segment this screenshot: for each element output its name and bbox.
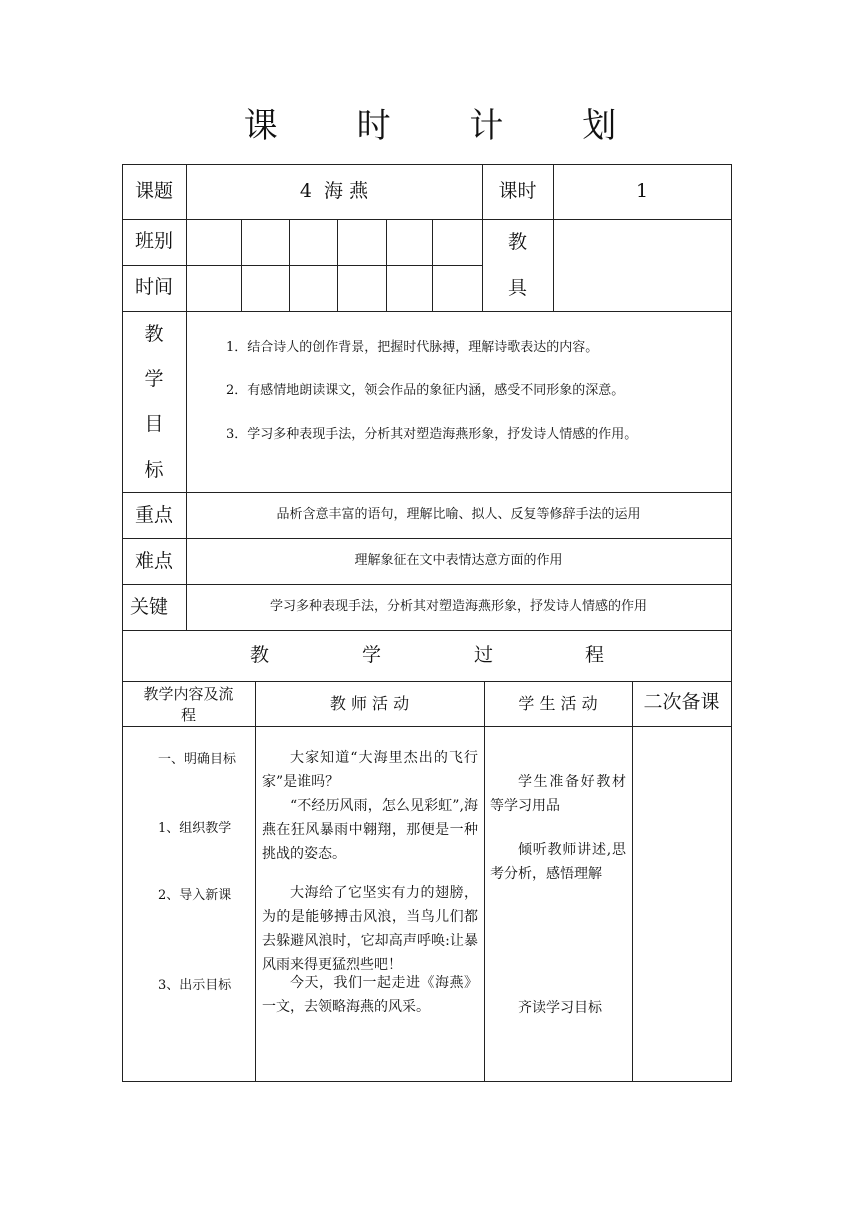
row-divider <box>122 726 732 727</box>
process-heading-char: 程 <box>585 644 605 666</box>
col-divider <box>386 219 387 311</box>
difficulty-label: 难点 <box>134 550 173 572</box>
objective-item: 1．结合诗人的创作背景，把握时代脉搏，理解诗歌表达的内容。 <box>226 340 599 355</box>
subject-value: 4 海 燕 <box>299 180 369 202</box>
objective-item: 2．有感情地朗读课文，领会作品的象征内涵，感受不同形象的深意。 <box>226 383 625 398</box>
crux-label: 关键 <box>130 596 169 618</box>
student-activity-paragraph: 倾听教师讲述,思考分析，感悟理解 <box>490 842 626 882</box>
table-border-right <box>731 164 732 1082</box>
table-border-bottom <box>122 1081 732 1082</box>
teaching-aids-label-1: 教 <box>507 231 527 253</box>
teacher-activity-paragraph: 大海给了它坚实有力的翅膀，为的是能够搏击风浪，当鸟儿们都去躲避风浪时，它却高声呼唤:让暴风雨来得更猛烈些吧！ <box>262 885 478 973</box>
row-divider <box>122 311 732 312</box>
process-heading-char: 过 <box>474 644 494 666</box>
objectives-label-char: 教 <box>144 323 164 345</box>
difficulty-text: 理解象征在文中表情达意方面的作用 <box>354 553 563 568</box>
row-divider <box>122 492 732 493</box>
table-border-top <box>122 164 732 165</box>
col-header-second-prep: 二次备课 <box>643 691 720 713</box>
step-item: 1、组织教学 <box>158 821 232 836</box>
objectives-label-char: 标 <box>144 459 164 481</box>
col-header-content-flow: 教学内容及流 <box>143 685 234 703</box>
key-point-label: 重点 <box>134 504 173 526</box>
col-header-teacher: 教 师 活 动 <box>329 694 410 713</box>
col-divider <box>289 219 290 311</box>
step-item: 2、导入新课 <box>158 888 232 903</box>
objectives-label-char: 学 <box>144 368 164 390</box>
row-divider <box>122 681 732 682</box>
objectives-label-char: 目 <box>144 413 164 435</box>
col-divider <box>241 219 242 311</box>
class-label: 班别 <box>134 230 173 252</box>
teacher-activity-paragraph: 今天，我们一起走进《海燕》一文，去领略海燕的风采。 <box>262 975 478 1015</box>
row-divider <box>122 584 732 585</box>
col-header-student: 学 生 活 动 <box>518 694 598 713</box>
step-item: 3、出示目标 <box>158 978 232 993</box>
row-divider <box>122 538 732 539</box>
row-divider <box>122 219 732 220</box>
teacher-activity-paragraph: 大家知道“大海里杰出的飞行家”是谁吗？ <box>262 750 478 790</box>
page-title: 课 时 计 划 <box>243 106 651 146</box>
objective-item: 3．学习多种表现手法，分析其对塑造海燕形象，抒发诗人情感的作用。 <box>226 427 638 442</box>
process-heading-char: 教 <box>250 644 270 666</box>
crux-text: 学习多种表现手法，分析其对塑造海燕形象，抒发诗人情感的作用 <box>269 599 647 614</box>
subject-label: 课题 <box>134 180 173 202</box>
col-divider <box>337 219 338 311</box>
teacher-activity-paragraph: “不经历风雨，怎么见彩虹”,海燕在狂风暴雨中翱翔，那便是一种挑战的姿态。 <box>262 798 478 862</box>
col-divider <box>484 681 485 1081</box>
period-value: 1 <box>635 180 649 202</box>
col-divider <box>255 681 256 1081</box>
process-heading-char: 学 <box>362 644 382 666</box>
row-divider <box>122 630 732 631</box>
row-divider <box>122 265 482 266</box>
table-border-left <box>122 164 123 1082</box>
teaching-aids-label-2: 具 <box>507 277 527 299</box>
col-header-content-flow-2: 程 <box>180 706 196 724</box>
col-divider <box>632 681 633 1081</box>
step-item: 一、明确目标 <box>158 752 237 767</box>
student-activity-paragraph: 学生准备好教材等学习用品 <box>490 774 626 814</box>
period-label: 课时 <box>498 180 537 202</box>
time-label: 时间 <box>134 276 173 298</box>
col-divider <box>432 219 433 311</box>
key-point-text: 品析含意丰富的语句，理解比喻、拟人、反复等修辞手法的运用 <box>276 507 641 522</box>
student-activity-paragraph: 齐读学习目标 <box>518 1000 602 1016</box>
